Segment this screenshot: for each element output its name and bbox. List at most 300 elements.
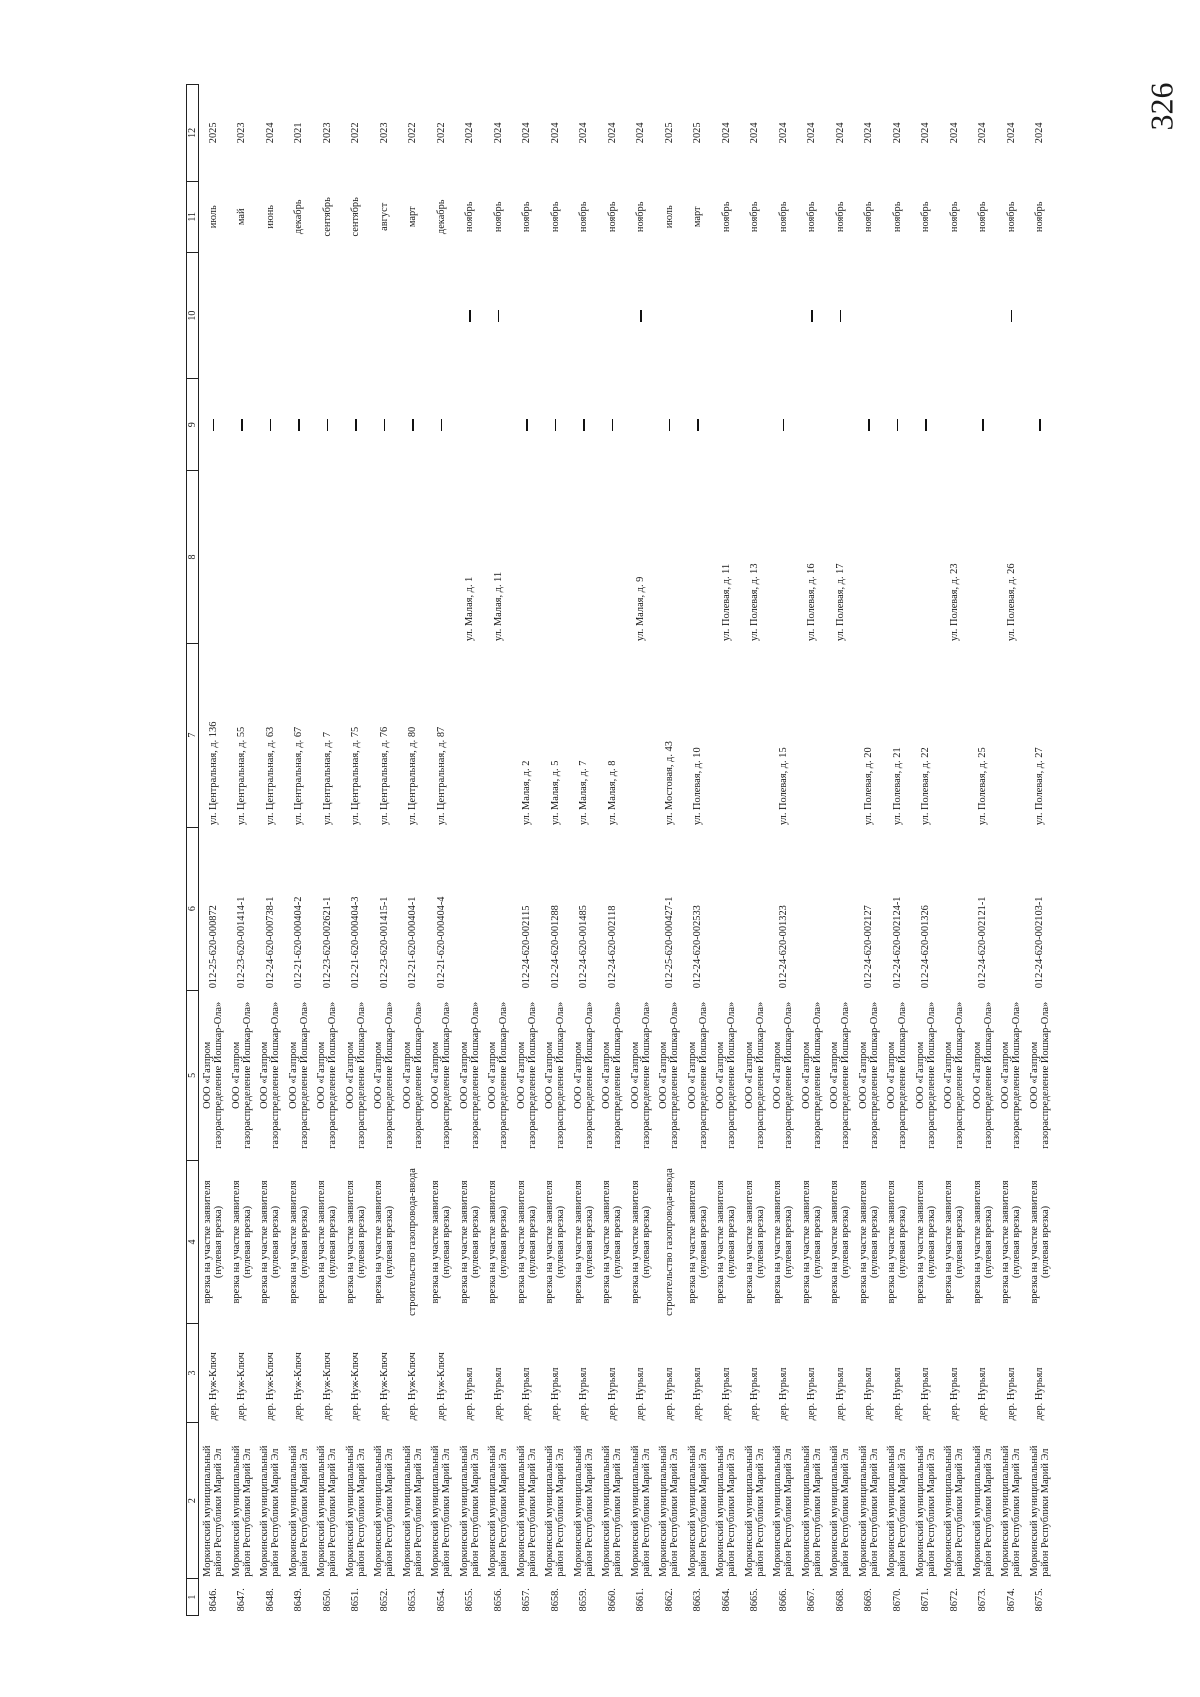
org-line: газораспределение Йошкар-Ола» (868, 1001, 880, 1149)
org-line: ООО «Газпром (259, 1041, 271, 1109)
column10-mark-cell (798, 252, 827, 378)
address-col8-cell (399, 471, 428, 643)
month-cell (627, 181, 656, 252)
request-code-cell (912, 827, 941, 990)
month-cell (855, 181, 884, 252)
row-number: 8657. (521, 1588, 533, 1612)
column10-mark-cell (655, 252, 684, 378)
mark-dash (526, 419, 528, 431)
work-line: (нулевая врезка) (982, 1205, 994, 1279)
district-line: Моркинский муниципальный (259, 1445, 271, 1577)
column10-mark-cell (598, 252, 627, 378)
district-line: Моркинский муниципальный (487, 1445, 499, 1577)
address-col7-cell (456, 643, 485, 827)
table-row (342, 85, 371, 1616)
organization-cell (256, 990, 285, 1160)
year: 2024 (1005, 122, 1017, 144)
month: ноябрь (977, 201, 989, 233)
request-code: 012-24-620-001288 (549, 905, 561, 989)
address-col7-cell (826, 643, 855, 827)
row-number: 8647. (236, 1588, 248, 1612)
district-line: район Республики Марий Эл (270, 1448, 282, 1577)
row-number: 8656. (492, 1588, 504, 1612)
row-number-cell (684, 1579, 713, 1616)
district-cell (456, 1422, 485, 1578)
district-cell (1026, 1422, 1055, 1578)
mark-dash (583, 419, 585, 431)
organization-cell (655, 990, 684, 1160)
month-cell (655, 181, 684, 252)
work-line: (нулевая врезка) (897, 1205, 909, 1279)
district-line: Моркинский муниципальный (629, 1445, 641, 1577)
request-code: 012-21-620-000404-1 (407, 896, 419, 989)
district-line: Моркинский муниципальный (458, 1445, 470, 1577)
district-line: район Республики Марий Эл (441, 1448, 453, 1577)
district-cell (627, 1422, 656, 1578)
work-type-cell (798, 1160, 827, 1323)
org-line: ООО «Газпром (515, 1041, 527, 1109)
request-code-cell (541, 827, 570, 990)
row-number: 8651. (350, 1588, 362, 1612)
column10-mark-cell (684, 252, 713, 378)
address-col7-cell (399, 643, 428, 827)
district-cell (969, 1422, 998, 1578)
address: ул. Малая, д. 7 (578, 760, 590, 826)
request-code-cell (427, 827, 456, 990)
row-number: 8670. (891, 1588, 903, 1612)
work-type-cell (627, 1160, 656, 1323)
column-header: 5 (187, 990, 199, 1160)
org-line: газораспределение Йошкар-Ола» (640, 1001, 652, 1149)
year: 2025 (207, 122, 219, 144)
org-line: ООО «Газпром (601, 1041, 613, 1109)
work-line: (нулевая врезка) (555, 1205, 567, 1279)
district-line: Моркинский муниципальный (544, 1445, 556, 1577)
address-col7-cell (769, 643, 798, 827)
work-line: врезка на участке заявителя (772, 1180, 784, 1304)
org-line: ООО «Газпром (629, 1041, 641, 1109)
district-cell (826, 1422, 855, 1578)
year: 2024 (264, 122, 276, 144)
address-col8-cell (427, 471, 456, 643)
work-line: врезка на участке заявителя (743, 1180, 755, 1304)
row-number: 8674. (1005, 1588, 1017, 1612)
settlement: дер. Нурьял (749, 1367, 761, 1421)
year-cell (513, 85, 542, 182)
column9-mark-cell (598, 379, 627, 471)
table-row (513, 85, 542, 1616)
work-type-cell (342, 1160, 371, 1323)
column10-mark-cell (940, 252, 969, 378)
address: ул. Малая, д. 1 (464, 576, 476, 642)
column9-mark-cell (741, 379, 770, 471)
address-col7-cell (684, 643, 713, 827)
year-cell (997, 85, 1026, 182)
request-code-cell (855, 827, 884, 990)
org-line: ООО «Газпром (829, 1041, 841, 1109)
settlement-cell (256, 1324, 285, 1423)
year: 2024 (464, 122, 476, 144)
request-code-cell (712, 827, 741, 990)
work-line: врезка на участке заявителя (800, 1180, 812, 1304)
district-line: Моркинский муниципальный (1028, 1445, 1040, 1577)
work-type-cell (427, 1160, 456, 1323)
table-row (228, 85, 257, 1616)
work-line: врезка на участке заявителя (857, 1180, 869, 1304)
column10-mark-cell (256, 252, 285, 378)
work-line: (нулевая врезка) (612, 1205, 624, 1279)
mark-dash (441, 419, 443, 431)
org-line: ООО «Газпром (572, 1041, 584, 1109)
district-cell (741, 1422, 770, 1578)
month: июль (207, 205, 219, 229)
column9-mark-cell (769, 379, 798, 471)
row-number-cell (541, 1579, 570, 1616)
column-header: 3 (187, 1324, 199, 1423)
district-cell (712, 1422, 741, 1578)
settlement: дер. Нурьял (806, 1367, 818, 1421)
district-line: район Республики Марий Эл (811, 1448, 823, 1577)
district-cell (598, 1422, 627, 1578)
column10-mark-cell (1026, 252, 1055, 378)
address-col7-cell (969, 643, 998, 827)
address: ул. Полевая, д. 26 (1005, 563, 1017, 642)
address-col8-cell (342, 471, 371, 643)
org-line: газораспределение Йошкар-Ола» (441, 1001, 453, 1149)
organization-cell (342, 990, 371, 1160)
work-line: врезка на участке заявителя (515, 1180, 527, 1304)
work-line: врезка на участке заявителя (544, 1180, 556, 1304)
request-code: 012-23-620-001415-1 (378, 896, 390, 989)
row-number: 8675. (1034, 1588, 1046, 1612)
org-line: газораспределение Йошкар-Ола» (612, 1001, 624, 1149)
org-line: газораспределение Йошкар-Ола» (384, 1001, 396, 1149)
request-code-cell (997, 827, 1026, 990)
organization-cell (969, 990, 998, 1160)
address: ул. Полевая, д. 17 (834, 563, 846, 642)
district-cell (798, 1422, 827, 1578)
settlement-cell (769, 1324, 798, 1423)
settlement: дер. Нурьял (920, 1367, 932, 1421)
year: 2024 (891, 122, 903, 144)
table-row (399, 85, 428, 1616)
row-number: 8673. (977, 1588, 989, 1612)
month-cell (199, 181, 228, 252)
organization-cell (399, 990, 428, 1160)
year: 2022 (407, 122, 419, 144)
organization-cell (427, 990, 456, 1160)
column9-mark-cell (456, 379, 485, 471)
month: ноябрь (464, 201, 476, 233)
month-cell (484, 181, 513, 252)
request-code: 012-24-620-002533 (692, 905, 704, 989)
column10-mark-cell (883, 252, 912, 378)
district-cell (655, 1422, 684, 1578)
address: ул. Центральная, д. 87 (435, 726, 447, 826)
request-code-cell (940, 827, 969, 990)
column10-mark-cell (484, 252, 513, 378)
district-line: район Республики Марий Эл (355, 1448, 367, 1577)
work-type-cell (285, 1160, 314, 1323)
organization-cell (313, 990, 342, 1160)
settlement: дер. Нурьял (1034, 1367, 1046, 1421)
settlement-cell (370, 1324, 399, 1423)
settlement-cell (199, 1324, 228, 1423)
address-col7-cell (484, 643, 513, 827)
district-line: район Республики Марий Эл (555, 1448, 567, 1577)
address: ул. Центральная, д. 80 (407, 726, 419, 826)
year-cell (598, 85, 627, 182)
request-code-cell (570, 827, 599, 990)
year-cell (570, 85, 599, 182)
request-code: 012-24-620-002115 (521, 905, 533, 989)
column9-mark-cell (1026, 379, 1055, 471)
request-code: 012-24-620-002124-1 (891, 896, 903, 989)
work-line: врезка на участке заявителя (1000, 1180, 1012, 1304)
table-row (313, 85, 342, 1616)
address: ул. Полевая, д. 20 (863, 747, 875, 826)
month-cell (741, 181, 770, 252)
month: декабрь (435, 199, 447, 235)
work-line: врезка на участке заявителя (373, 1180, 385, 1304)
row-number-cell (883, 1579, 912, 1616)
month: сентябрь (350, 197, 362, 237)
table-row (456, 85, 485, 1616)
mark-dash (384, 419, 386, 431)
month-cell (1026, 181, 1055, 252)
org-line: ООО «Газпром (914, 1041, 926, 1109)
work-type-cell (712, 1160, 741, 1323)
address-col7-cell (997, 643, 1026, 827)
work-line: врезка на участке заявителя (344, 1180, 356, 1304)
request-code-cell (741, 827, 770, 990)
settlement: дер. Нурьял (834, 1367, 846, 1421)
district-line: Моркинский муниципальный (829, 1445, 841, 1577)
settlement-cell (541, 1324, 570, 1423)
row-number-cell (513, 1579, 542, 1616)
gas-connection-table (186, 84, 1054, 1616)
org-line: газораспределение Йошкар-Ола» (697, 1001, 709, 1149)
month-cell (969, 181, 998, 252)
row-number: 8663. (692, 1588, 704, 1612)
row-number: 8667. (806, 1588, 818, 1612)
district-line: Моркинский муниципальный (971, 1445, 983, 1577)
work-line: (нулевая врезка) (469, 1205, 481, 1279)
district-cell (883, 1422, 912, 1578)
settlement: дер. Нуж-Ключ (350, 1352, 362, 1421)
column-header: 9 (187, 379, 199, 471)
settlement: дер. Нурьял (1005, 1367, 1017, 1421)
request-code-cell (342, 827, 371, 990)
year-cell (456, 85, 485, 182)
table-row (541, 85, 570, 1616)
request-code-cell (513, 827, 542, 990)
address-col7-cell (541, 643, 570, 827)
address-col8-cell (456, 471, 485, 643)
month: ноябрь (1005, 201, 1017, 233)
mark-dash (270, 419, 272, 431)
district-line: Моркинский муниципальный (230, 1445, 242, 1577)
settlement: дер. Нуж-Ключ (264, 1352, 276, 1421)
district-cell (570, 1422, 599, 1578)
table-row (1026, 85, 1055, 1616)
district-cell (541, 1422, 570, 1578)
organization-cell (883, 990, 912, 1160)
address-col7-cell (912, 643, 941, 827)
address-col8-cell (513, 471, 542, 643)
district-line: район Республики Марий Эл (726, 1448, 738, 1577)
work-line: врезка на участке заявителя (487, 1180, 499, 1304)
work-type-cell (313, 1160, 342, 1323)
column9-mark-cell (969, 379, 998, 471)
address-col8-cell (598, 471, 627, 643)
mark-dash (925, 419, 927, 431)
month-cell (313, 181, 342, 252)
row-number: 8648. (264, 1588, 276, 1612)
year: 2024 (777, 122, 789, 144)
column9-mark-cell (655, 379, 684, 471)
month-cell (598, 181, 627, 252)
district-line: район Республики Марий Эл (327, 1448, 339, 1577)
district-line: район Республики Марий Эл (384, 1448, 396, 1577)
year: 2025 (663, 122, 675, 144)
address-col7-cell (199, 643, 228, 827)
request-code-cell (199, 827, 228, 990)
org-line: газораспределение Йошкар-Ола» (355, 1001, 367, 1149)
organization-cell (741, 990, 770, 1160)
request-code: 012-24-620-002121-1 (977, 896, 989, 989)
request-code-cell (313, 827, 342, 990)
settlement: дер. Нурьял (692, 1367, 704, 1421)
organization-cell (370, 990, 399, 1160)
column10-mark-cell (997, 252, 1026, 378)
address-col7-cell (313, 643, 342, 827)
column10-mark-cell (769, 252, 798, 378)
work-type-cell (883, 1160, 912, 1323)
table-row (855, 85, 884, 1616)
year: 2024 (578, 122, 590, 144)
month: ноябрь (834, 201, 846, 233)
address-col7-cell (342, 643, 371, 827)
year-cell (285, 85, 314, 182)
address-col8-cell (570, 471, 599, 643)
settlement-cell (513, 1324, 542, 1423)
work-type-cell (256, 1160, 285, 1323)
org-line: ООО «Газпром (886, 1041, 898, 1109)
year-cell (541, 85, 570, 182)
org-line: газораспределение Йошкар-Ола» (954, 1001, 966, 1149)
work-line: врезка на участке заявителя (458, 1180, 470, 1304)
table-row (741, 85, 770, 1616)
district-line: Моркинский муниципальный (344, 1445, 356, 1577)
settlement-cell (427, 1324, 456, 1423)
address: ул. Малая, д. 5 (549, 760, 561, 826)
year-cell (313, 85, 342, 182)
org-line: ООО «Газпром (971, 1041, 983, 1109)
district-line: район Республики Марий Эл (754, 1448, 766, 1577)
column9-mark-cell (712, 379, 741, 471)
column10-mark-cell (342, 252, 371, 378)
year: 2024 (1034, 122, 1046, 144)
table-body (199, 85, 1055, 1616)
work-type-cell (684, 1160, 713, 1323)
district-line: район Республики Марий Эл (954, 1448, 966, 1577)
organization-cell (456, 990, 485, 1160)
mark-dash (213, 419, 215, 431)
work-line: (нулевая врезка) (213, 1205, 225, 1279)
district-line: Моркинский муниципальный (401, 1445, 413, 1577)
settlement-cell (456, 1324, 485, 1423)
settlement: дер. Нурьял (777, 1367, 789, 1421)
month-cell (256, 181, 285, 252)
request-code-cell (598, 827, 627, 990)
year: 2022 (350, 122, 362, 144)
column9-mark-cell (313, 379, 342, 471)
org-line: газораспределение Йошкар-Ола» (270, 1001, 282, 1149)
organization-cell (684, 990, 713, 1160)
mark-dash (783, 419, 785, 431)
column9-mark-cell (912, 379, 941, 471)
org-line: ООО «Газпром (1028, 1041, 1040, 1109)
row-number: 8659. (578, 1588, 590, 1612)
request-code: 012-24-620-001326 (920, 905, 932, 989)
row-number-cell (1026, 1579, 1055, 1616)
district-cell (513, 1422, 542, 1578)
request-code-cell (627, 827, 656, 990)
address: ул. Полевая, д. 16 (806, 563, 818, 642)
year: 2024 (606, 122, 618, 144)
row-number: 8649. (293, 1588, 305, 1612)
settlement: дер. Нурьял (720, 1367, 732, 1421)
address: ул. Центральная, д. 75 (350, 726, 362, 826)
month: ноябрь (606, 201, 618, 233)
address-col8-cell (769, 471, 798, 643)
year-cell (399, 85, 428, 182)
month-cell (912, 181, 941, 252)
month-cell (798, 181, 827, 252)
column10-mark-cell (228, 252, 257, 378)
work-line: врезка на участке заявителя (430, 1180, 442, 1304)
mark-dash (355, 419, 357, 431)
mark-dash (840, 310, 842, 322)
address-col8-cell (484, 471, 513, 643)
request-code-cell (370, 827, 399, 990)
request-code: 012-25-620-000427-1 (663, 896, 675, 989)
row-number: 8669. (863, 1588, 875, 1612)
request-code-cell (1026, 827, 1055, 990)
work-type-cell (769, 1160, 798, 1323)
work-line: врезка на участке заявителя (287, 1180, 299, 1304)
work-line: (нулевая врезка) (754, 1205, 766, 1279)
table-row (712, 85, 741, 1616)
address-col8-cell (199, 471, 228, 643)
org-line: ООО «Газпром (1000, 1041, 1012, 1109)
settlement: дер. Нурьял (863, 1367, 875, 1421)
table-row (798, 85, 827, 1616)
column-header: 1 (187, 1579, 199, 1616)
address: ул. Полевая, д. 25 (977, 747, 989, 826)
organization-cell (940, 990, 969, 1160)
table-header-row (187, 85, 199, 1616)
month-cell (456, 181, 485, 252)
address: ул. Малая, д. 11 (492, 571, 504, 642)
work-line: (нулевая врезка) (868, 1205, 880, 1279)
address: ул. Центральная, д. 76 (378, 726, 390, 826)
settlement: дер. Нуж-Ключ (435, 1352, 447, 1421)
settlement: дер. Нурьял (635, 1367, 647, 1421)
district-line: район Республики Марий Эл (1039, 1448, 1051, 1577)
column10-mark-cell (969, 252, 998, 378)
